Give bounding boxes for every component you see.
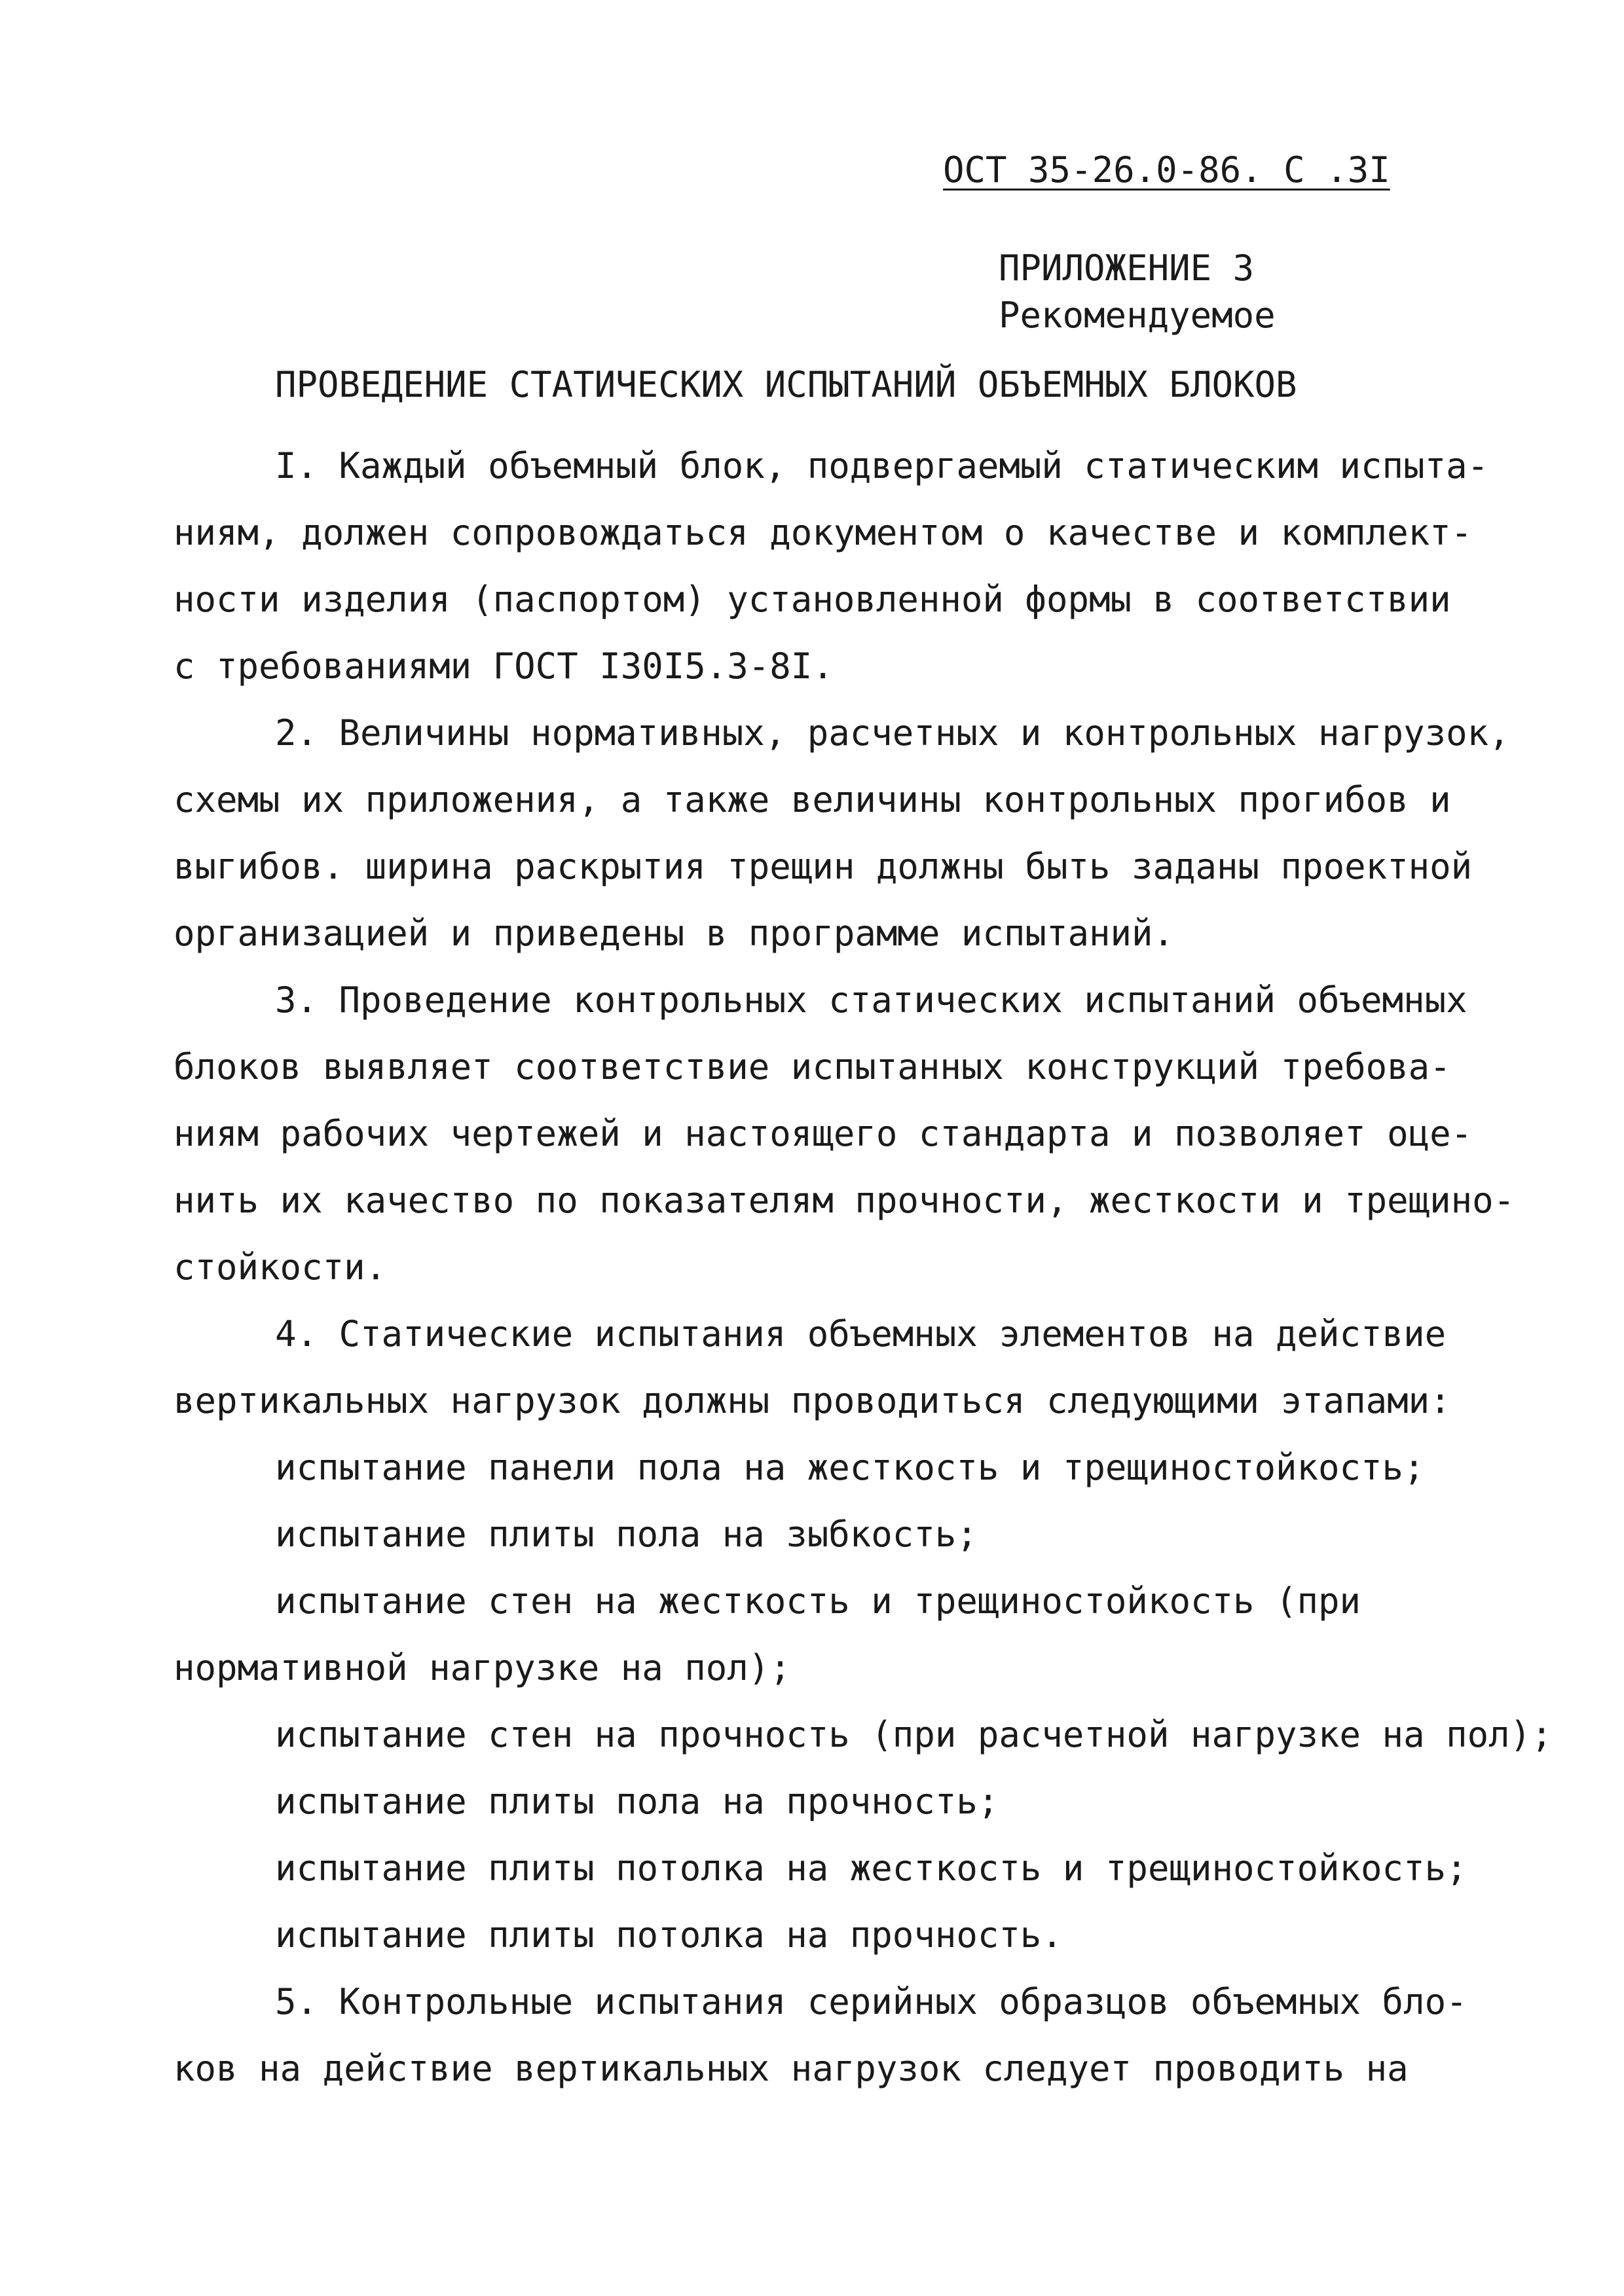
document-code-header: ОСТ 35-26.0-86. С .3I (943, 149, 1390, 191)
list-item: испытание плиты пола на зыбкость; (275, 1514, 978, 1555)
list-item: испытание плиты потолка на прочность. (275, 1914, 1063, 1956)
body-line: ниям, должен сопровождаться документом о качестве и комплект- (174, 512, 1473, 553)
list-item: испытание плиты потолка на жесткость и трещиностойкость; (275, 1848, 1467, 1889)
list-item: нормативной нагрузке на пол); (174, 1647, 791, 1688)
list-item: испытание панели пола на жесткость и трещиностойкость; (275, 1447, 1425, 1488)
body-line: схемы их приложения, а также величины контрольных прогибов и (174, 779, 1451, 820)
body-line: 3. Проведение контрольных статических испытаний объемных (275, 979, 1467, 1021)
appendix-status: Рекомендуемое (999, 295, 1276, 336)
body-line: выгибов. ширина раскрытия трещин должны быть заданы проектной (174, 846, 1473, 887)
body-line: 2. Величины нормативных, расчетных и контрольных нагрузок, (275, 712, 1510, 754)
list-item: испытание плиты пола на прочность; (275, 1781, 999, 1822)
body-line: ности изделия (паспортом) установленной формы в соответствии (174, 579, 1451, 620)
body-line: нить их качество по показателям прочности, жесткости и трещино- (174, 1180, 1515, 1221)
body-line: стойкости. (174, 1247, 387, 1288)
list-item: испытание стен на прочность (при расчетной нагрузке на пол); (275, 1714, 1553, 1755)
body-line: блоков выявляет соответствие испытанных конструкций требова- (174, 1046, 1451, 1087)
body-line: организацией и приведены в программе испытаний. (174, 913, 1175, 954)
appendix-title: ПРИЛОЖЕНИЕ 3 (999, 247, 1255, 289)
list-item: испытание стен на жесткость и трещиностойкость (при (275, 1580, 1361, 1622)
body-line: ков на действие вертикальных нагрузок следует проводить на (174, 2048, 1409, 2089)
body-line: ниям рабочих чертежей и настоящего стандарта и позволяет оце- (174, 1113, 1473, 1154)
body-line: 5. Контрольные испытания серийных образцов объемных бло- (275, 1981, 1467, 2022)
document-title: ПРОВЕДЕНИЕ СТАТИЧЕСКИХ ИСПЫТАНИЙ ОБЪЕМНЫХ БЛОКОВ (275, 364, 1297, 405)
body-line: I. Каждый объемный блок, подвергаемый статическим испыта- (275, 445, 1489, 486)
body-line: вертикальных нагрузок должны проводиться следующими этапами: (174, 1380, 1451, 1421)
body-line: с требованиями ГОСТ I30I5.3-8I. (174, 646, 834, 687)
body-line: 4. Статические испытания объемных элементов на действие (275, 1313, 1447, 1355)
